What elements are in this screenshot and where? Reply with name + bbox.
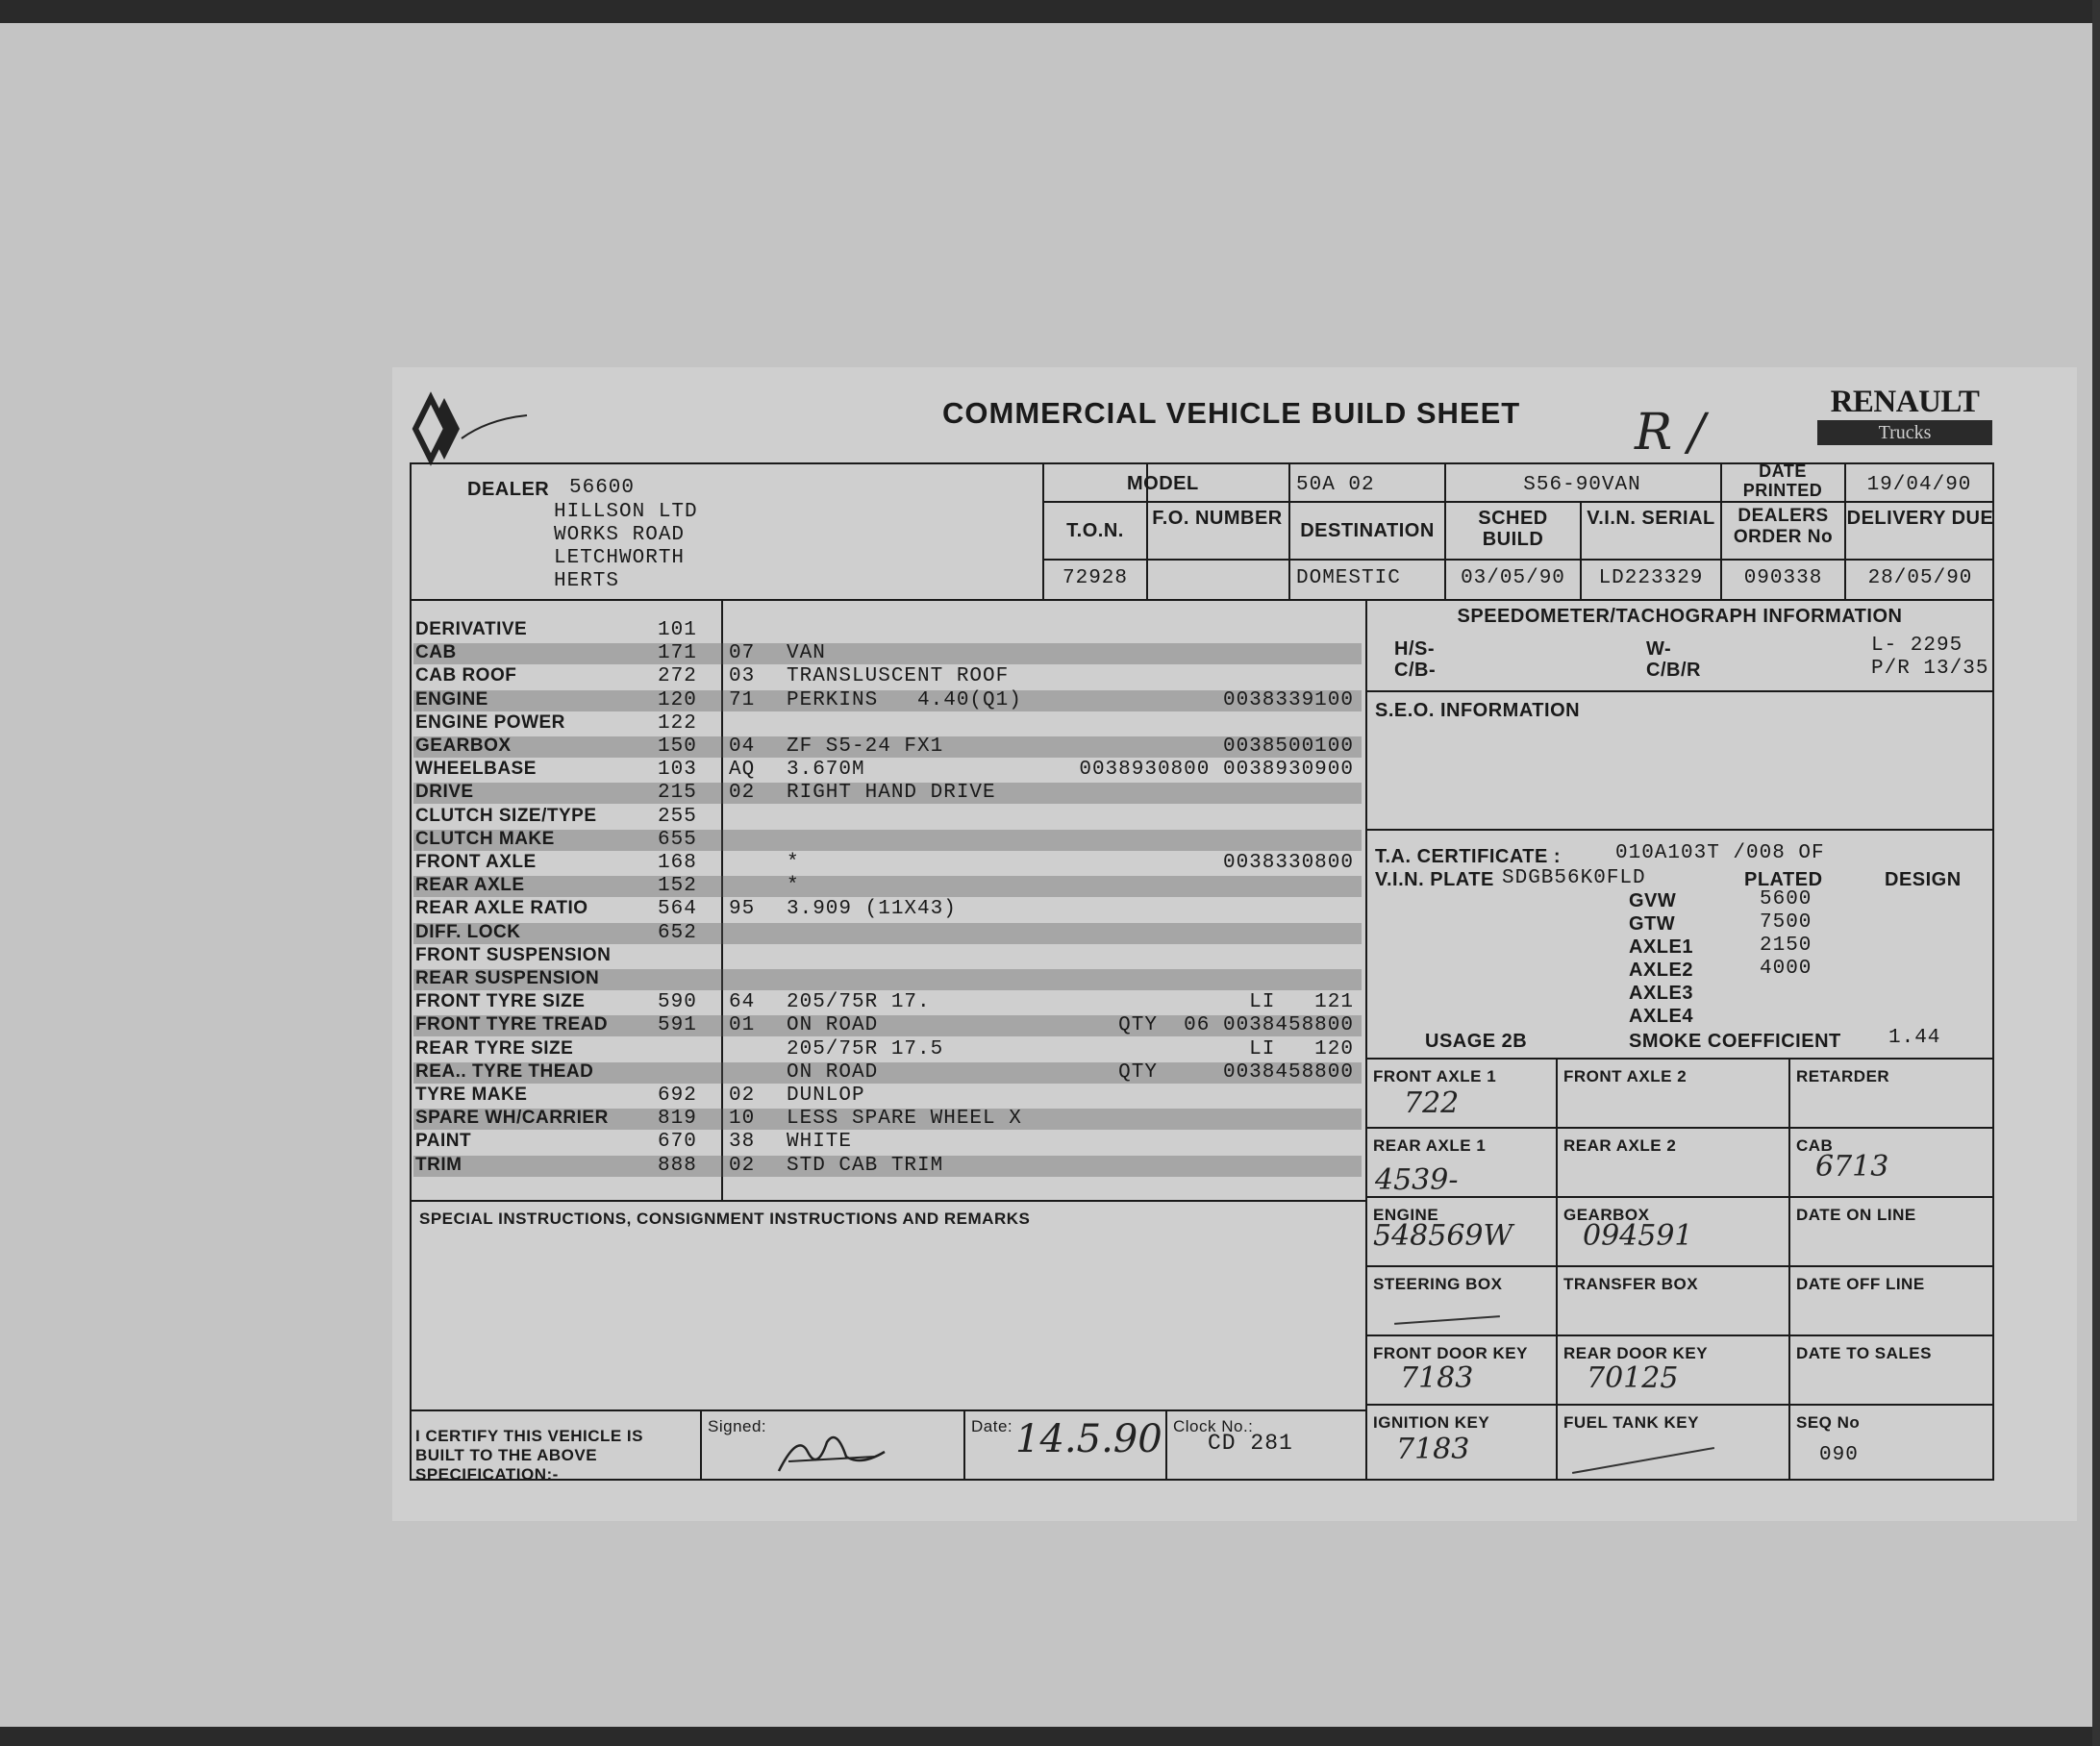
weight-name: GTW [1629, 913, 1676, 935]
weight-name: GVW [1629, 890, 1677, 911]
spec-row [413, 1155, 1362, 1178]
spec-option: 02 [729, 1154, 756, 1177]
spec-code: 590 [658, 991, 697, 1014]
spec-label: TRIM [415, 1154, 462, 1175]
sched-build-label: SCHED BUILD [1478, 508, 1548, 550]
spec-description: STD CAB TRIM [787, 1154, 944, 1177]
spec-label: FRONT TYRE SIZE [415, 991, 586, 1012]
dealer-label: DEALER [467, 479, 550, 500]
spec-part: QTY 0038458800 [1118, 1060, 1354, 1084]
spec-code: 652 [658, 921, 697, 944]
speedo-w: W- [1646, 638, 1672, 660]
spec-description: PERKINS 4.40(Q1) [787, 688, 1022, 711]
spec-label: CAB [415, 642, 457, 663]
spec-code: 819 [658, 1108, 697, 1131]
weight-value: 5600 [1760, 888, 1812, 910]
speedo-cbr: C/B/R [1646, 660, 1701, 681]
rear-axle-2-label: REAR AXLE 2 [1563, 1136, 1677, 1155]
smoke-label: SMOKE COEFFICIENT [1629, 1031, 1841, 1052]
brand-sub: Trucks [1817, 420, 1992, 445]
spec-code: 122 [658, 711, 697, 735]
spec-label: REAR SUSPENSION [415, 968, 600, 988]
speedo-l: L- 2295 [1871, 635, 1963, 657]
spec-row [413, 945, 1362, 968]
spec-row [413, 689, 1362, 712]
dealer-address-line: WORKS ROAD [554, 524, 686, 546]
vin-serial-label: V.I.N. SERIAL [1587, 508, 1715, 529]
spec-option: 01 [729, 1014, 756, 1037]
retarder-label: RETARDER [1796, 1067, 1890, 1085]
date-label: Date: [971, 1417, 1013, 1435]
spec-part: LI 120 [1249, 1037, 1354, 1060]
spec-part: LI 121 [1249, 991, 1354, 1014]
spec-label: WHEELBASE [415, 759, 537, 780]
spec-row [413, 1108, 1362, 1131]
spec-description: * [787, 875, 800, 898]
spec-part: 0038330800 [1222, 852, 1354, 874]
transfer-box-label: TRANSFER BOX [1563, 1275, 1699, 1293]
spec-row [413, 665, 1362, 688]
weight-name: AXLE2 [1629, 960, 1693, 981]
spec-label: FRONT TYRE TREAD [415, 1014, 609, 1035]
plated-label: PLATED [1744, 869, 1823, 890]
spec-code: 215 [658, 782, 697, 805]
date-printed: 19/04/90 [1866, 474, 1972, 496]
spec-code: 655 [658, 828, 697, 851]
front-axle-2-label: FRONT AXLE 2 [1563, 1067, 1688, 1085]
spec-row [413, 806, 1362, 829]
spec-row [413, 922, 1362, 945]
speedo-cb: C/B- [1394, 660, 1437, 681]
spec-option: AQ [729, 759, 756, 782]
spec-description: TRANSLUSCENT ROOF [787, 665, 1010, 688]
spec-description: RIGHT HAND DRIVE [787, 782, 996, 805]
date-off-line-label: DATE OFF LINE [1796, 1275, 1925, 1293]
dealers-order: 090338 [1743, 567, 1823, 589]
spec-label: PAINT [415, 1131, 472, 1152]
spec-row [413, 991, 1362, 1014]
spec-label: CAB ROOF [415, 665, 517, 686]
dealer-address-line: HILLSON LTD [554, 501, 698, 523]
page-title: COMMERCIAL VEHICLE BUILD SHEET [942, 396, 1521, 430]
vin-serial: LD223329 [1598, 567, 1704, 589]
spec-part: 0038930800 0038930900 [1079, 759, 1354, 782]
steering-box-label: STEERING BOX [1373, 1275, 1503, 1293]
spec-code: 255 [658, 805, 697, 828]
front-axle-1-label: FRONT AXLE 1 [1373, 1067, 1497, 1085]
vin-plate-value: SDGB56K0FLD [1502, 867, 1646, 889]
destination-label: DESTINATION [1300, 520, 1435, 541]
spec-row [413, 1038, 1362, 1061]
spec-row [413, 875, 1362, 898]
spec-description: ON ROAD [787, 1060, 879, 1084]
spec-code: 168 [658, 852, 697, 874]
spec-option: 04 [729, 736, 756, 758]
delivery-due-label: DELIVERY DUE [1846, 508, 1994, 529]
spec-code: 120 [658, 688, 697, 711]
scan-right-border [2092, 0, 2100, 1746]
spec-description: WHITE [787, 1131, 853, 1154]
cab-value: 6713 [1815, 1150, 1889, 1184]
spec-label: CLUTCH SIZE/TYPE [415, 805, 597, 826]
spec-description: ZF S5-24 FX1 [787, 736, 944, 758]
brand-name: RENAULT [1830, 385, 1980, 419]
clock-value: CD 281 [1208, 1431, 1293, 1456]
signed-label: Signed: [708, 1417, 767, 1435]
spec-code: 591 [658, 1014, 697, 1037]
front-axle-1-value: 722 [1404, 1086, 1460, 1120]
seq-no-value: 090 [1819, 1444, 1859, 1466]
gearbox-value: 094591 [1583, 1219, 1693, 1253]
ta-cert-value: 010A103T /008 OF [1615, 842, 1825, 864]
spec-description: 3.670M [787, 759, 865, 782]
spec-code: 101 [658, 619, 697, 641]
ignition-key-value: 7183 [1396, 1433, 1470, 1466]
spec-code: 150 [658, 736, 697, 758]
fo-number-label: F.O. NUMBER [1152, 508, 1283, 529]
spec-label: ENGINE [415, 688, 488, 710]
spec-code: 670 [658, 1131, 697, 1154]
spec-row [413, 619, 1362, 642]
spec-description: DUNLOP [787, 1085, 865, 1107]
signature-image [769, 1423, 894, 1481]
spec-option: 38 [729, 1131, 756, 1154]
spec-description: * [787, 852, 800, 874]
spec-row [413, 782, 1362, 805]
ta-cert-label: T.A. CERTIFICATE : [1375, 846, 1562, 867]
spec-code: 103 [658, 759, 697, 782]
spec-code: 692 [658, 1085, 697, 1107]
dealer-address-line: LETCHWORTH [554, 547, 686, 569]
date-on-line-label: DATE ON LINE [1796, 1206, 1916, 1224]
speedo-title: SPEEDOMETER/TACHOGRAPH INFORMATION [1457, 606, 1903, 627]
spec-label: DRIVE [415, 782, 474, 803]
rear-axle-1-value: 4539- [1375, 1163, 1459, 1197]
spec-row [413, 968, 1362, 991]
model-description: S56-90VAN [1523, 474, 1641, 496]
weight-name: AXLE1 [1629, 936, 1693, 958]
spec-label: TYRE MAKE [415, 1085, 528, 1105]
front-door-key-label: FRONT DOOR KEY [1373, 1344, 1528, 1362]
spec-option: 07 [729, 642, 756, 665]
ton-value: 72928 [1062, 567, 1128, 589]
date-to-sales-label: DATE TO SALES [1796, 1344, 1932, 1362]
seq-no-label: SEQ No [1796, 1413, 1861, 1432]
scan-bottom-border [0, 1727, 2100, 1746]
front-door-key-value: 7183 [1400, 1361, 1474, 1395]
dealer-number: 56600 [569, 477, 636, 499]
spec-label: FRONT SUSPENSION [415, 944, 612, 965]
spec-label: SPARE WH/CARRIER [415, 1108, 609, 1129]
spec-description: 3.909 (11X43) [787, 898, 957, 921]
spec-option: 02 [729, 782, 756, 805]
spec-row [413, 1014, 1362, 1037]
spec-description: LESS SPARE WHEEL X [787, 1108, 1022, 1131]
spec-row [413, 642, 1362, 665]
weight-value: 2150 [1760, 935, 1812, 957]
spec-code: 171 [658, 642, 697, 665]
spec-code: 888 [658, 1154, 697, 1177]
spec-description: ON ROAD [787, 1014, 879, 1037]
spec-label: REAR TYRE SIZE [415, 1037, 574, 1059]
model-label: MODEL [1127, 473, 1199, 494]
destination: DOMESTIC [1296, 567, 1401, 589]
rear-door-key-value: 70125 [1587, 1361, 1679, 1395]
spec-label: REA.. TYRE THEAD [415, 1060, 594, 1082]
smoke-value: 1.44 [1888, 1027, 1941, 1049]
weight-value: 4000 [1760, 958, 1812, 980]
weight-value: 7500 [1760, 911, 1812, 934]
spec-label: REAR AXLE [415, 875, 525, 896]
row-shading [413, 923, 1362, 944]
scan-top-border [0, 0, 2100, 23]
gearbox-label: GEARBOX [1563, 1206, 1650, 1224]
spec-label: CLUTCH MAKE [415, 828, 555, 849]
seo-title: S.E.O. INFORMATION [1375, 700, 1581, 721]
spec-label: FRONT AXLE [415, 852, 537, 872]
engine-value: 548569W [1373, 1219, 1513, 1253]
spec-row [413, 1061, 1362, 1085]
handwritten-mark: R / [1635, 404, 1706, 461]
cab-label: CAB [1796, 1136, 1834, 1155]
fuel-tank-key-label: FUEL TANK KEY [1563, 1413, 1699, 1432]
model-value: 50A 02 [1296, 474, 1375, 496]
spec-label: DIFF. LOCK [415, 921, 521, 942]
spec-option: 02 [729, 1085, 756, 1107]
sched-build: 03/05/90 [1461, 567, 1565, 589]
dealer-address-line: HERTS [554, 570, 620, 592]
spec-row [413, 1131, 1362, 1154]
engine-label: ENGINE [1373, 1206, 1439, 1224]
spec-row [413, 736, 1362, 759]
ignition-key-label: IGNITION KEY [1373, 1413, 1490, 1432]
delivery-due: 28/05/90 [1867, 567, 1973, 589]
weight-name: AXLE4 [1629, 1006, 1693, 1027]
ton-label: T.O.N. [1066, 520, 1124, 541]
spec-description: 205/75R 17. [787, 991, 931, 1014]
renault-trucks-logo [1817, 385, 1992, 445]
spec-row [413, 898, 1362, 921]
rear-door-key-label: REAR DOOR KEY [1563, 1344, 1709, 1362]
design-label: DESIGN [1885, 869, 1962, 890]
usage: USAGE 2B [1425, 1031, 1528, 1052]
row-shading [413, 830, 1362, 851]
dealers-order-label: DEALERS ORDER No [1733, 506, 1834, 547]
dealer-address [554, 501, 698, 593]
clock-label: Clock No.: [1173, 1417, 1254, 1435]
spec-code: 272 [658, 665, 697, 688]
spec-label: REAR AXLE RATIO [415, 898, 588, 919]
spec-row [413, 829, 1362, 852]
spec-option: 64 [729, 991, 756, 1014]
spec-description: VAN [787, 642, 826, 665]
spec-option: 95 [729, 898, 756, 921]
spec-code: 564 [658, 898, 697, 921]
spec-row [413, 852, 1362, 875]
speedo-pr: P/R 13/35 [1871, 658, 1989, 680]
row-shading [413, 643, 1362, 664]
date-printed-label: DATE PRINTED [1742, 461, 1823, 500]
spec-row [413, 1085, 1362, 1108]
spec-row [413, 712, 1362, 736]
vin-plate-label: V.I.N. PLATE [1375, 869, 1494, 890]
spec-part: 0038339100 [1222, 688, 1354, 711]
weight-name: AXLE3 [1629, 983, 1693, 1004]
spec-code: 152 [658, 875, 697, 898]
special-instructions-title: SPECIAL INSTRUCTIONS, CONSIGNMENT INSTRUCTIONS AND REMARKS [419, 1210, 1031, 1228]
certify-text: I CERTIFY THIS VEHICLE IS BUILT TO THE ABOVE SPECIFICATION:- [415, 1427, 643, 1484]
row-shading [413, 876, 1362, 897]
spec-option: 71 [729, 688, 756, 711]
spec-label: GEARBOX [415, 736, 512, 756]
spec-description: 205/75R 17.5 [787, 1037, 944, 1060]
spec-label: ENGINE POWER [415, 711, 565, 733]
spec-option: 10 [729, 1108, 756, 1131]
rear-axle-1-label: REAR AXLE 1 [1373, 1136, 1487, 1155]
spec-part: 0038500100 [1222, 736, 1354, 758]
date-value: 14.5.90 [1015, 1417, 1162, 1461]
spec-option: 03 [729, 665, 756, 688]
renault-diamond-logo [412, 390, 546, 467]
spec-row [413, 759, 1362, 782]
spec-part: QTY 06 0038458800 [1118, 1014, 1354, 1037]
spec-label: DERIVATIVE [415, 619, 528, 639]
speedo-hs: H/S- [1394, 638, 1435, 660]
